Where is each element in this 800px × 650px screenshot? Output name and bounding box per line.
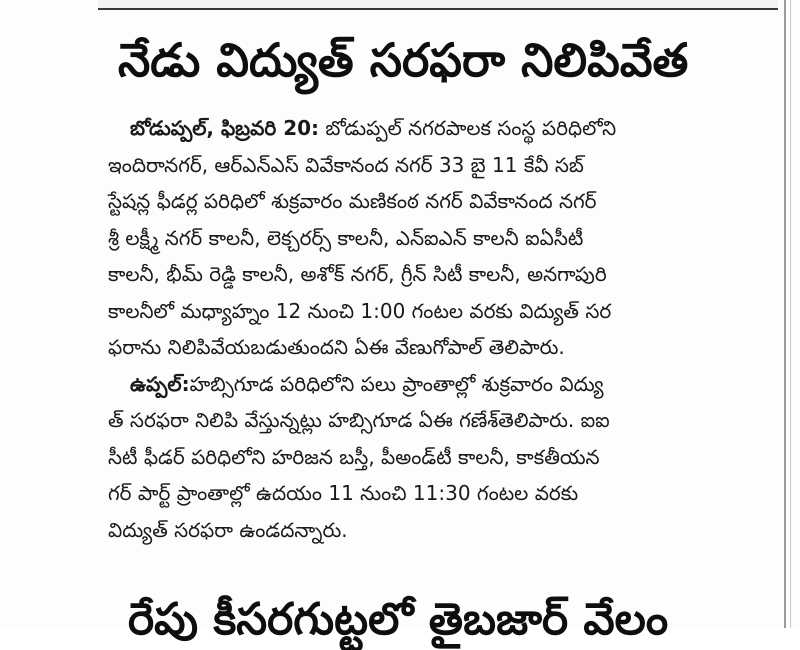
top-rule (98, 0, 778, 10)
column-divider (784, 0, 786, 628)
article-line (108, 366, 762, 403)
article-body (108, 110, 762, 548)
article-line: శ్రీ లక్ష్మీ నగర్ కాలనీ, లెక్చరర్స్ కాలనీ, ఎన్ఐఎన్ కాలనీ ఐఏసీటీ (108, 225, 584, 250)
article-line (108, 110, 762, 147)
article-line: స్టేషన్ల ఫీడర్ల పరిధిలో శుక్రవారం మణికంఠ నగర్ వివేకానంద నగర్ (108, 189, 597, 213)
dateline-bodduppal: బోడుప్పల్, ఫిబ్రవరి 20: (130, 116, 320, 140)
article-line: విద్యుత్ సరఫరా ఉండదన్నారు. (108, 517, 348, 542)
next-article-headline: రేపు కీసరగుట్టలో తైబజార్ వేలం (128, 594, 669, 645)
article-line: కాలనీలో మధ్యాహ్నం 12 నుంచి 1:00 గంటల వరకు విద్యుత్ సర (108, 298, 612, 323)
dateline-uppal: ఉప్పల్: (130, 371, 190, 396)
article-headline: నేడు విద్యుత్ సరఫరా నిలిపివేత (118, 33, 689, 87)
article-line: ఫరాను నిలిపివేయబడుతుందని ఏఈ వేణుగోపాల్ తెలిపారు. (108, 335, 565, 359)
article-text: బోడుప్పల్ నగరపాలక సంస్థ పరిధిలోని (319, 116, 617, 140)
article-line: సీటీ ఫీడర్ పరిధిలోని హరిజన బస్తీ, పీఅండ్‌టీ కాలనీ, కాకతీయన (108, 444, 600, 469)
article-line: ఇందిరానగర్, ఆర్ఎన్ఎస్ వివేకానంద నగర్ 33 బై 11 కేవీ సబ్ (108, 152, 584, 177)
article-text: హబ్సిగూడ పరిధిలోని పలు ప్రాంతాల్లో శుక్రవారం విద్యు (189, 371, 604, 396)
column-divider-inner (790, 0, 791, 628)
article-line: కాలనీ, భీమ్ రెడ్డి కాలనీ, అశోక్ నగర్, గ్రీన్ సిటీ కాలనీ, అనగాపురి (108, 262, 607, 286)
article-line: త్ సరఫరా నిలిపి వేస్తున్నట్లు హబ్సిగూడ ఏఈ గణేశ్‌తెలిపారు. ఐఐ (108, 408, 610, 432)
article-line: గర్ పార్ట్ ప్రాంతాల్లో ఉదయం 11 నుంచి 11:30 గంటల వరకు (108, 481, 579, 505)
